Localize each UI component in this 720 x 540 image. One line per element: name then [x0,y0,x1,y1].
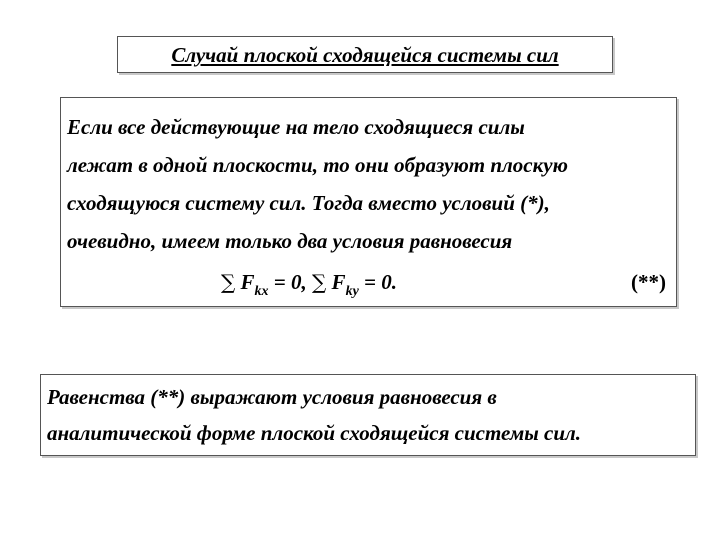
main-text-line-1: Если все действующие на тело сходящиеся силы [67,115,525,139]
equation-x-rhs: = 0, [268,270,307,294]
force-symbol-x: F [240,270,255,294]
slide-title-box [117,36,613,73]
main-text-line-2: лежат в одной плоскости, то они образуют плоскую [67,153,568,177]
conclusion-line-2: аналитической форме плоской сходящейся системы сил. [47,421,582,445]
equation-y-rhs: = 0. [358,270,397,294]
equation-number: (**) [631,270,666,294]
force-symbol-y: F [331,270,346,294]
main-text-line-4: очевидно, имеем только два условия равновесия [67,229,513,253]
conclusion-line-1: Равенства (**) выражают условия равновесия в [47,385,497,409]
subscript-kx: kx [254,284,269,299]
equilibrium-formula [221,270,397,300]
main-text-box [60,97,677,307]
sum-symbol: ∑ [221,270,236,294]
slide-title: Случай плоской сходящейся системы сил [171,43,559,67]
sum-symbol: ∑ [312,270,327,294]
main-text-line-3: сходящуюся систему сил. Тогда вместо условий (*), [67,191,550,215]
conclusion-text-box [40,374,696,456]
subscript-ky: ky [345,284,359,299]
